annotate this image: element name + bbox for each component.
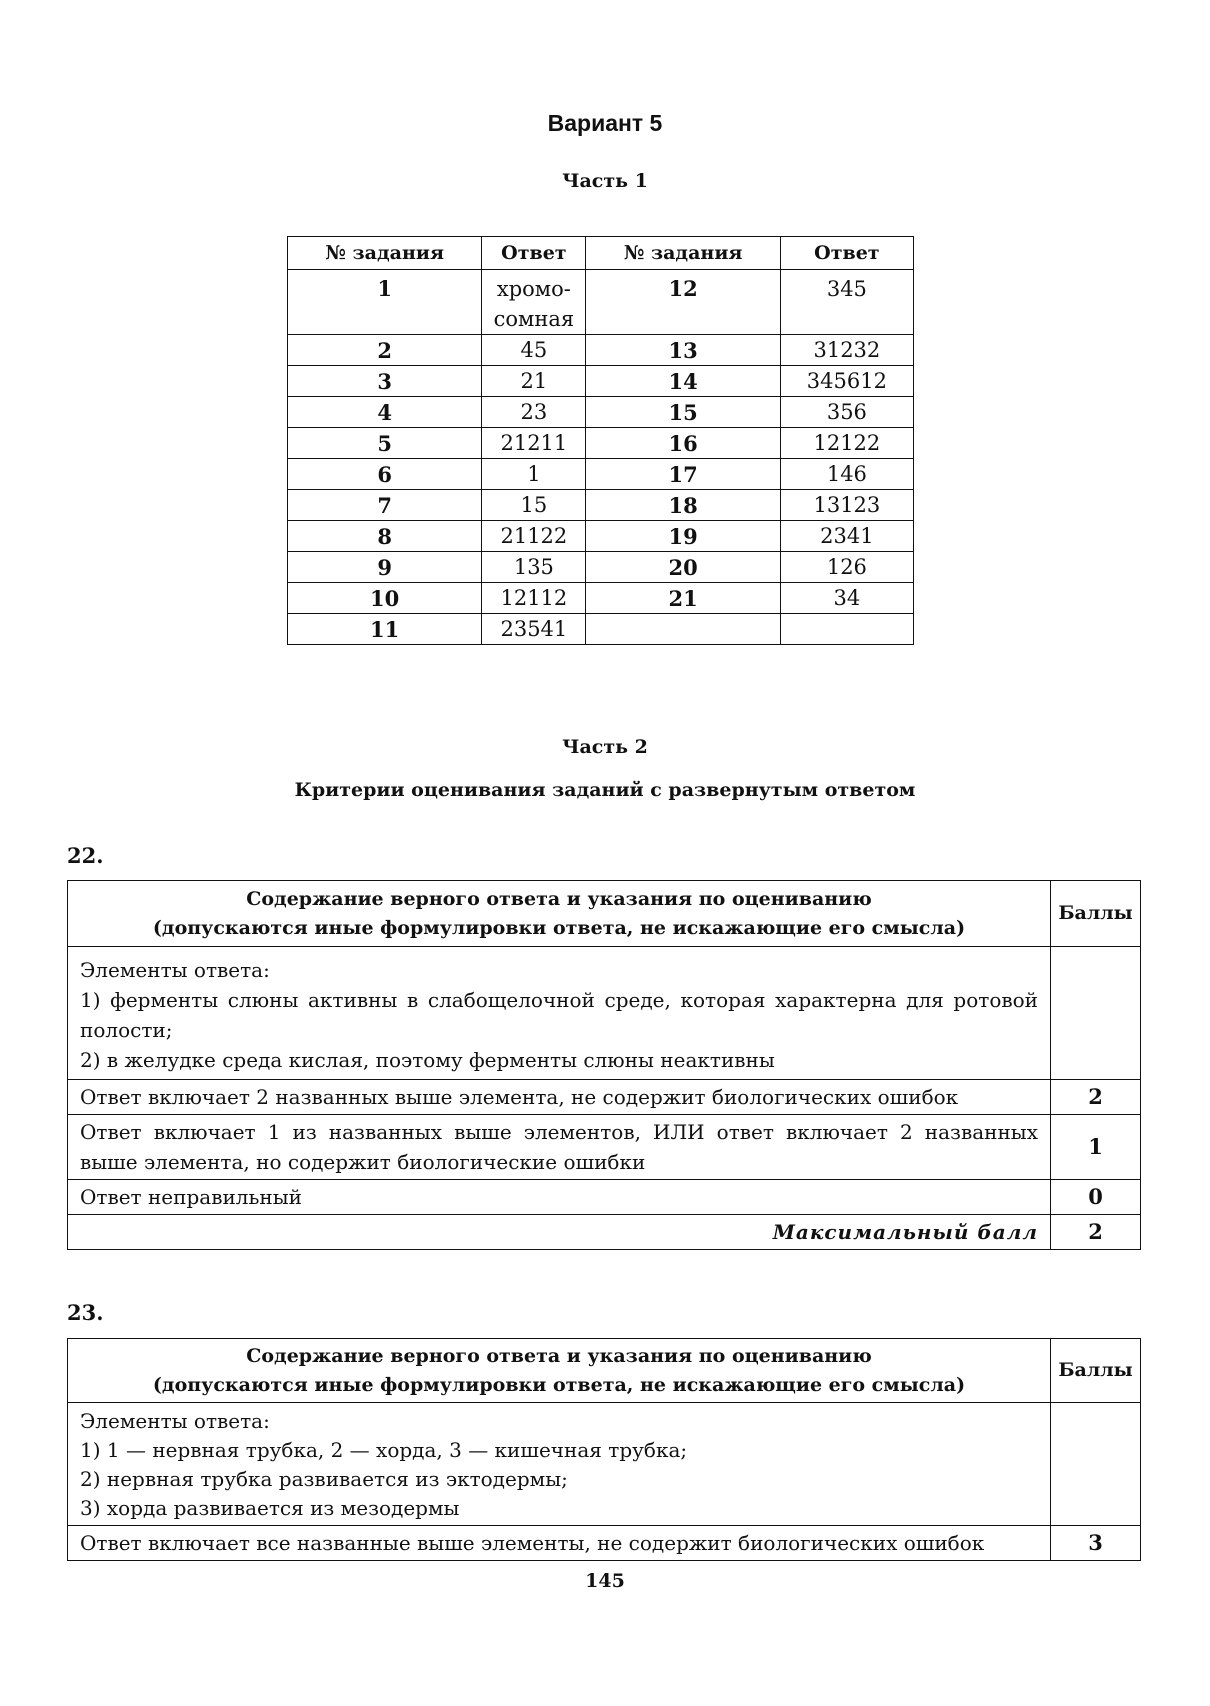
answer-cell: 2341 (780, 521, 913, 552)
criteria-header-content (68, 1339, 1051, 1403)
task-number: 1 (288, 270, 482, 335)
answer-line: хромо- (496, 277, 571, 301)
criteria-score: 2 (1051, 1080, 1141, 1115)
criteria-row (68, 1180, 1141, 1215)
answer-cell (482, 270, 586, 335)
header-task-number: № задания (586, 237, 780, 270)
answer-cell: 15 (482, 490, 586, 521)
answer-cell: 45 (482, 335, 586, 366)
table-row (288, 459, 914, 490)
criteria-row (68, 1080, 1141, 1115)
header-line: (допускаются иные формулировки ответа, не искажающие его смысла) (152, 916, 966, 939)
task-number: 20 (586, 552, 780, 583)
task-number: 4 (288, 397, 482, 428)
criteria-row (68, 1526, 1141, 1561)
criteria-header-content (68, 881, 1051, 947)
task-number: 5 (288, 428, 482, 459)
question-22-number: 22. (67, 843, 104, 868)
task-number: 18 (586, 490, 780, 521)
answer-cell: 21 (482, 366, 586, 397)
criteria-text: Ответ включает 1 из названных выше элементов, ИЛИ ответ включает 2 названных выше элемента, но содержит биологические ошибки (68, 1115, 1051, 1180)
answer-cell: 356 (780, 397, 913, 428)
answer-cell: 31232 (780, 335, 913, 366)
task-number: 8 (288, 521, 482, 552)
criteria-score: 1 (1051, 1115, 1141, 1180)
answer-element: 1) 1 — нервная трубка, 2 — хорда, 3 — кишечная трубка; (80, 1438, 688, 1462)
criteria-text: Ответ неправильный (68, 1180, 1051, 1215)
part2-subheading: Критерии оценивания заданий с развернутым ответом (294, 779, 916, 801)
task-number: 19 (586, 521, 780, 552)
table-row (288, 428, 914, 459)
table-row (288, 366, 914, 397)
task-number: 11 (288, 614, 482, 645)
table-row (288, 335, 914, 366)
answer-cell: 126 (780, 552, 913, 583)
task-number: 6 (288, 459, 482, 490)
criteria-table-22 (67, 880, 1141, 1250)
task-number: 10 (288, 583, 482, 614)
header-answer: Ответ (780, 237, 913, 270)
elements-label: Элементы ответа: (80, 958, 270, 982)
page-number: 145 (585, 1570, 625, 1592)
question-23-number: 23. (67, 1300, 104, 1325)
answer-elements (68, 1403, 1051, 1526)
answer-cell: 345 (780, 270, 913, 335)
task-number: 7 (288, 490, 482, 521)
answer-cell: 21122 (482, 521, 586, 552)
table-row (288, 614, 914, 645)
task-number: 21 (586, 583, 780, 614)
table-row (288, 490, 914, 521)
criteria-score: 3 (1051, 1526, 1141, 1561)
criteria-row (68, 1115, 1141, 1180)
header-line: Содержание верного ответа и указания по оцениванию (246, 887, 872, 910)
max-score-label: Максимальный балл (68, 1215, 1051, 1250)
answer-cell: 13123 (780, 490, 913, 521)
task-number: 2 (288, 335, 482, 366)
table-row (288, 270, 914, 335)
max-score-row (68, 1215, 1141, 1250)
header-line: Содержание верного ответа и указания по оцениванию (246, 1344, 872, 1367)
criteria-header-score: Баллы (1051, 881, 1141, 947)
criteria-table-23 (67, 1338, 1141, 1561)
task-number (586, 614, 780, 645)
answers-table (287, 236, 914, 645)
elements-label: Элементы ответа: (80, 1409, 270, 1433)
part2-heading: Часть 2 (562, 736, 648, 758)
empty-score (1051, 1403, 1141, 1526)
answer-cell: 135 (482, 552, 586, 583)
answer-elements-row (68, 947, 1141, 1080)
header-line: (допускаются иные формулировки ответа, не искажающие его смысла) (152, 1373, 966, 1396)
answer-cell: 345612 (780, 366, 913, 397)
criteria-text: Ответ включает 2 названных выше элемента, не содержит биологических ошибок (68, 1080, 1051, 1115)
answer-element: 2) в желудке среда кислая, поэтому ферменты слюны неактивны (80, 1048, 775, 1072)
answer-line: сомная (493, 307, 575, 331)
task-number: 16 (586, 428, 780, 459)
table-row (288, 583, 914, 614)
header-answer: Ответ (482, 237, 586, 270)
answer-cell: 23 (482, 397, 586, 428)
task-number: 14 (586, 366, 780, 397)
part1-heading: Часть 1 (562, 170, 648, 192)
page-title: Вариант 5 (547, 110, 663, 136)
answer-cell: 12122 (780, 428, 913, 459)
max-score-value: 2 (1051, 1215, 1141, 1250)
criteria-text: Ответ включает все названные выше элементы, не содержит биологических ошибок (68, 1526, 1051, 1561)
answer-cell: 12112 (482, 583, 586, 614)
answer-elements (68, 947, 1051, 1080)
criteria-score: 0 (1051, 1180, 1141, 1215)
task-number: 13 (586, 335, 780, 366)
task-number: 3 (288, 366, 482, 397)
answer-element: 1) ферменты слюны активны в слабощелочной среде, которая характерна для ротовой полости; (80, 988, 1039, 1042)
answers-table-header (288, 237, 914, 270)
task-number: 12 (586, 270, 780, 335)
answer-cell (780, 614, 913, 645)
answer-element: 3) хорда развивается из мезодермы (80, 1496, 460, 1520)
answer-elements-row (68, 1403, 1141, 1526)
criteria-header-score: Баллы (1051, 1339, 1141, 1403)
answer-cell: 1 (482, 459, 586, 490)
header-task-number: № задания (288, 237, 482, 270)
table-row (288, 552, 914, 583)
answer-cell: 21211 (482, 428, 586, 459)
empty-score (1051, 947, 1141, 1080)
table-row (288, 521, 914, 552)
task-number: 15 (586, 397, 780, 428)
task-number: 9 (288, 552, 482, 583)
table-row (288, 397, 914, 428)
criteria-header (68, 881, 1141, 947)
answer-cell: 34 (780, 583, 913, 614)
answer-cell: 23541 (482, 614, 586, 645)
answer-cell: 146 (780, 459, 913, 490)
criteria-header (68, 1339, 1141, 1403)
answer-element: 2) нервная трубка развивается из эктодермы; (80, 1467, 568, 1491)
task-number: 17 (586, 459, 780, 490)
